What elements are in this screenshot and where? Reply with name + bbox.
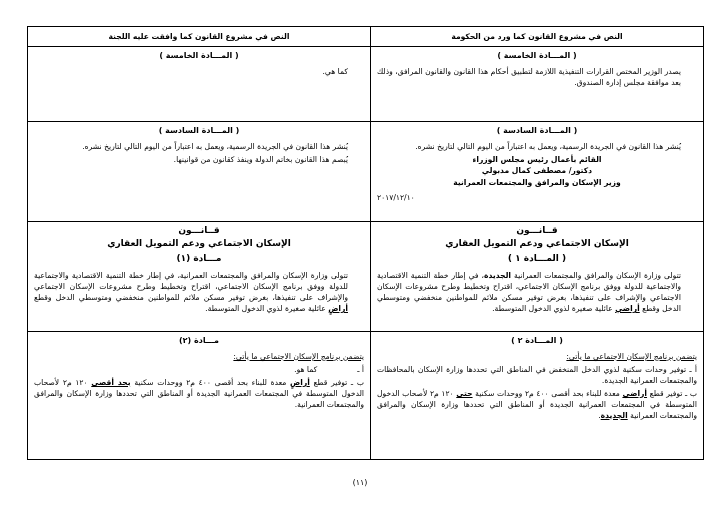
article1-text-committee-part1: تتولى وزارة الإسكان والمرافق والمجتمعات العمرانية، في إطار خطة التنمية الاقتصادية والاجتماعية للدولة ووفق برنامج الإسكان الاجتماعي، اقتراح وتخطيط وطرح مشروعات الإسكان الاجتماعي والإشراف على تنفيذها، بغرض توفير مسكن ملائم للمواطنين منخفضي ومتوسطي الدخل وقطع — [34, 271, 348, 303]
article1-text-government — [377, 270, 697, 314]
article1-text-government-part2: ، في إطار خطة التنمية الاقتصادية والاجتماعية للدولة ووفق برنامج الإسكان الاجتماعي، اقتراح وتخطيط وطرح مشروعات الإسكان الاجتماعي والإشراف على تنفيذها، بغرض توفير مسكن ملائم للمواطنين منخفضي ومتوسطي الدخل وقطع — [377, 271, 681, 314]
article5-row — [28, 47, 704, 122]
article2-row — [28, 332, 704, 460]
article1-text-committee-part2: عائلية صغيرة لذوي الدخول المتوسطة. — [205, 304, 329, 314]
article5-text-government: يصدر الوزير المختص القرارات التنفيذية اللازمة لتطبيق أحكام هذا القانون والقانون المرافق، وذلك بعد موافقة مجلس إدارة الصندوق. — [377, 66, 681, 87]
comparison-table — [27, 26, 704, 460]
law-article1-committee-cell — [28, 222, 371, 332]
article2-item-b-government: ب ـ توفير قطع أراضي معدة للبناء بحد أقصى ٤٠٠ م٢ ووحدات سكنية حتى ١٢٠ م٢ لأصحاب الدخول المتوسطة في المجتمعات العمرانية الجديدة أو المناطق التي تحددها وزارة الإسكان والمرافق والمجتمعات العمرانية الجديدة. — [377, 388, 697, 420]
item-b-government-part2: معدة للبناء بحد أقصى ٤٠٠ م٢ ووحدات سكنية — [472, 388, 623, 398]
item-b-government-emphasis-lands: أراضي — [622, 388, 648, 398]
signature-position: وزير الإسكان والمرافق والمجتمعات العمرانية — [453, 178, 621, 188]
article5-title-committee: ( المـــادة الخامسة ) — [159, 51, 239, 60]
law-heading-committee: قــانـــون — [178, 226, 220, 236]
article5-committee-cell — [28, 47, 371, 122]
article6-government-cell — [371, 122, 704, 222]
signature-block — [377, 154, 697, 189]
article1-text-government-part3: عائلية صغيرة لذوي الدخول المتوسطة. — [492, 304, 616, 314]
article1-emphasis-lands-corrected: أراضٍ — [328, 304, 348, 314]
article2-item-b-committee — [34, 377, 364, 410]
item-b-committee-emphasis-max: بحد أقصى — [91, 377, 131, 387]
article2-government-cell — [371, 332, 704, 460]
law-article1-government-cell — [371, 222, 704, 332]
committee-text-header: النص في مشروع القانون كما وافقت عليه اللجنة — [28, 27, 371, 47]
article1-title-government: ( المـــادة ١ ) — [507, 254, 567, 265]
law-subject-government: الإسكان الاجتماعي ودعم التمويل العقاري — [445, 239, 629, 250]
article6-committee-cell — [28, 122, 371, 222]
law-subject-committee: الإسكان الاجتماعي ودعم التمويل العقاري — [107, 239, 291, 250]
article5-government-cell — [371, 47, 704, 122]
item-b-government-emphasis-new: الجديدة — [600, 410, 628, 420]
article2-title-government: ( المـــادة ٢ ) — [511, 336, 563, 345]
article2-title-committee: مـــادة (٢) — [179, 336, 219, 345]
signature-date: ٢٠١٧/١٢/١٠ — [377, 192, 415, 202]
article6-row — [28, 122, 704, 222]
item-a-committee-label: أ ـ — [357, 364, 364, 374]
item-b-committee-part2: معدة للبناء بحد أقصى ٤٠٠ م٢ ووحدات سكنية — [130, 377, 291, 387]
item-b-government-emphasis-up-to: حتى — [456, 388, 473, 398]
item-b-committee-part1: ب ـ توفير قطع — [309, 377, 364, 387]
article6-text-committee-1: يُنشر هذا القانون في الجريدة الرسمية، ويعمل به اعتباراً من اليوم التالي لتاريخ نشره. — [82, 141, 348, 151]
article6-title-government: ( المـــادة السادسة ) — [496, 126, 578, 135]
article6-text-government: يُنشر هذا القانون في الجريدة الرسمية، ويعمل به اعتباراً من اليوم التالي لتاريخ نشره. — [415, 141, 681, 151]
article6-text-committee-2: يُبصم هذا القانون بخاتم الدولة وينفذ كقانون من قوانينها. — [173, 154, 348, 164]
item-b-government-part1: ب ـ توفير قطع — [647, 388, 697, 398]
article5-text-committee: كما هي. — [322, 66, 348, 76]
article2-committee-cell — [28, 332, 371, 460]
article1-emphasis-lands: أراضي — [615, 304, 640, 314]
item-b-government-part3: ١٢٠ م٢ لأصحاب الدخول المتوسطة في المجتمعات العمرانية الجديدة أو المناطق التي تحددها وزارة الإسكان والمرافق والمجتمعات العمرانية — [377, 388, 697, 420]
document-page — [27, 26, 697, 460]
signature-name: دكتور/ مصطفى كمال مدبولي — [481, 166, 593, 176]
government-text-header: النص في مشروع القانون كما ورد من الحكومة — [371, 27, 704, 47]
item-b-committee-part3: ١٢٠ م٢ لأصحاب الدخول المتوسطة في المجتمعات العمرانية الجديدة أو المناطق التي تحددها وزارة الإسكان والمرافق والمجتمعات العمرانية. — [34, 377, 364, 409]
item-a-committee-text: كما هو. — [294, 364, 318, 374]
law-article1-row — [28, 222, 704, 332]
article6-title-committee: ( المـــادة السادسة ) — [158, 126, 240, 135]
page-number: (١١) — [352, 478, 368, 487]
signature-title: القائم بأعمال رئيس مجلس الوزراء — [472, 154, 602, 164]
article1-title-committee: مـــادة (١) — [176, 254, 222, 265]
article2-intro-committee: يتضمن برنامج الإسكان الاجتماعي ما يأتي: — [233, 351, 364, 361]
item-b-committee-emphasis-lands: أراضٍ — [290, 377, 310, 387]
article2-item-a-committee — [34, 364, 364, 375]
article2-intro-government: يتضمن برنامج الإسكان الاجتماعي ما يأتي: — [566, 351, 697, 361]
article2-item-a-government: أ ـ توفير وحدات سكنية لذوي الدخل المنخفض في المناطق التي تحددها وزارة الإسكان بالمحافظات والمجتمعات العمرانية الجديدة. — [377, 364, 697, 385]
article1-emphasis-new: الجديدة — [483, 271, 512, 281]
article1-text-government-part1: تتولى وزارة الإسكان والمرافق والمجتمعات العمرانية — [511, 271, 681, 281]
header-row — [28, 27, 704, 47]
law-heading-government: قــانـــون — [516, 226, 558, 236]
article5-title-government: ( المـــادة الخامسة ) — [497, 51, 577, 60]
article1-text-committee — [34, 270, 364, 314]
